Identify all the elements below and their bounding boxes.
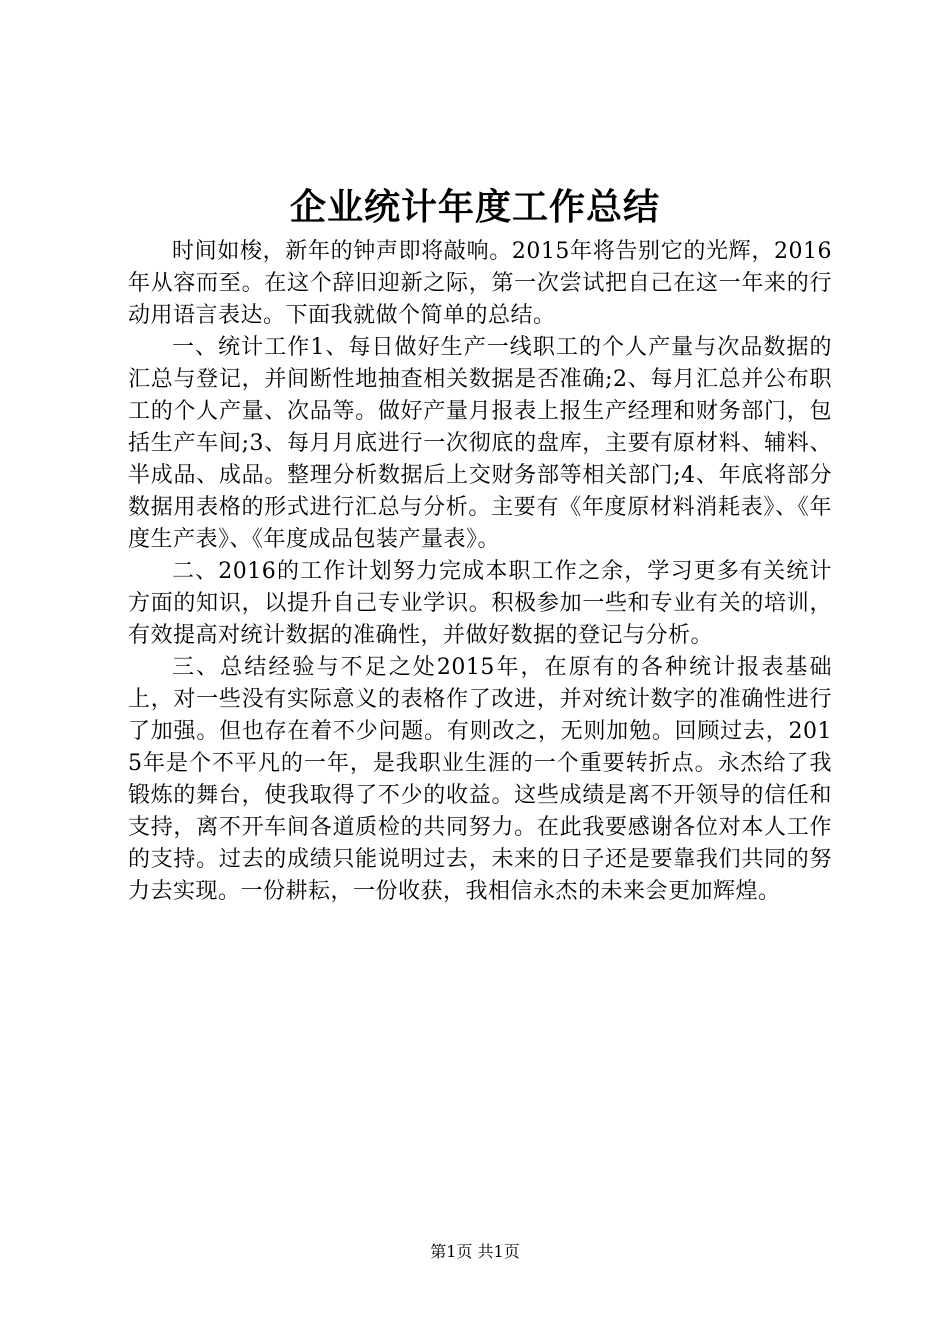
- paragraph-statistics-work: 一、统计工作1、每日做好生产一线职工的个人产量与次品数据的汇总与登记，并间断性地抽查相关数据是否准确;2、每月汇总并公布职工的个人产量、次品等。做好产量月报表上报生产经理和财务部门，包括生产车间;3、每月月底进行一次彻底的盘库，主要有原材料、辅料、半成品、成品。整理分析数据后上交财务部等相关部门;4、年底将部分数据用表格的形式进行汇总与分析。主要有《年度原材料消耗表》、《年度生产表》、《年度成品包装产量表》。: [128, 335, 832, 552]
- paragraph-summary: 三、总结经验与不足之处2015年，在原有的各种统计报表基础上，对一些没有实际意义的表格作了改进，并对统计数字的准确性进行了加强。但也存在着不少问题。有则改之，无则加勉。回顾过去，2015年是个不平凡的一年，是我职业生涯的一个重要转折点。永杰给了我锻炼的舞台，使我取得了不少的收益。这些成绩是离不开领导的信任和支持，离不开车间各道质检的共同努力。在此我要感谢各位对本人工作的支持。过去的成绩只能说明过去，未来的日子还是要靠我们共同的努力去实现。一份耕耘，一份收获，我相信永杰的未来会更加辉煌。: [128, 655, 832, 904]
- document-body: [128, 236, 832, 908]
- page-title: 企业统计年度工作总结: [289, 187, 660, 228]
- paragraph-work-plan: 二、2016的工作计划努力完成本职工作之余，学习更多有关统计方面的知识，以提升自己专业学识。积极参加一些和专业有关的培训，有效提高对统计数据的准确性，并做好数据的登记与分析。: [128, 559, 832, 648]
- paragraph-intro: 时间如梭，新年的钟声即将敲响。2015年将告别它的光辉，2016年从容而至。在这个辞旧迎新之际，第一次尝试把自己在这一年来的行动用语言表达。下面我就做个简单的总结。: [128, 239, 832, 328]
- page-number-footer: 第1页 共1页: [430, 1242, 520, 1261]
